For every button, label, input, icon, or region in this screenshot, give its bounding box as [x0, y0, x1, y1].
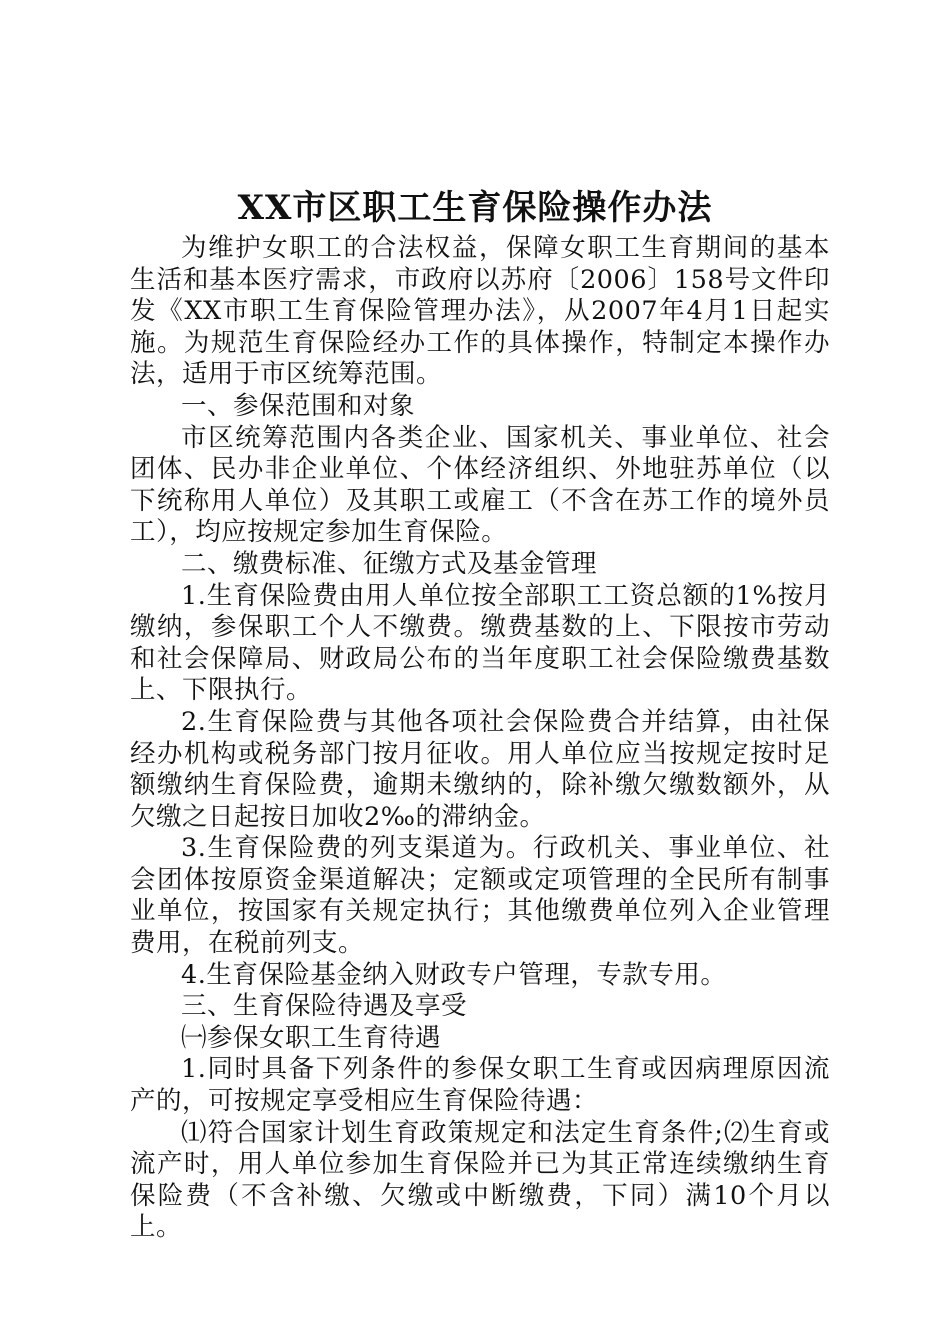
- section-2-item-4: 4.生育保险基金纳入财政专户管理，专款专用。: [181, 959, 727, 990]
- document-body: [130, 233, 830, 1244]
- document-title: XX市区职工生育保险操作办法: [237, 188, 713, 228]
- section-2-item-2: 2.生育保险费与其他各项社会保险费合并结算，由社保经办机构或税务部门按月征收。用人单位应当按规定按时足额缴纳生育保险费，逾期未缴纳的，除补缴欠缴数额外，从欠缴之日起按日加收2‰的滞纳金。: [130, 706, 830, 832]
- section-2-item-1: 1.生育保险费由用人单位按全部职工工资总额的1%按月缴纳，参保职工个人不缴费。缴费基数的上、下限按市劳动和社会保障局、财政局公布的当年度职工社会保险缴费基数上、下限执行。: [130, 580, 830, 706]
- subsection-1-conditions: ⑴符合国家计划生育政策规定和法定生育条件;⑵生育或流产时，用人单位参加生育保险并已为其正常连续缴纳生育保险费（不含补缴、欠缴或中断缴费，下同）满10个月以上。: [130, 1117, 830, 1243]
- section-2-item-3: 3.生育保险费的列支渠道为。行政机关、事业单位、社会团体按原资金渠道解决；定额或定项管理的全民所有制事业单位，按国家有关规定执行；其他缴费单位列入企业管理费用，在税前列支。: [130, 833, 830, 959]
- section-heading-1: 一、参保范围和对象: [181, 390, 416, 421]
- subsection-heading-1: ㈠参保女职工生育待遇: [181, 1022, 442, 1053]
- intro-paragraph: 为维护女职工的合法权益，保障女职工生育期间的基本生活和基本医疗需求，市政府以苏府〔2006〕158号文件印发《XX市职工生育保险管理办法》，从2007年4月1日起实施。为规范生育保险经办工作的具体操作，特制定本操作办法，适用于市区统筹范围。: [130, 233, 830, 390]
- section-heading-3: 三、生育保险待遇及享受: [181, 991, 468, 1022]
- section-heading-2: 二、缴费标准、征缴方式及基金管理: [181, 548, 598, 579]
- section-1-paragraph: 市区统筹范围内各类企业、国家机关、事业单位、社会团体、民办非企业单位、个体经济组织、外地驻苏单位（以下统称用人单位）及其职工或雇工（不含在苏工作的境外员工），均应按规定参加生育保险。: [130, 422, 830, 548]
- subsection-1-item-1: 1.同时具备下列条件的参保女职工生育或因病理原因流产的，可按规定享受相应生育保险待遇：: [130, 1054, 830, 1117]
